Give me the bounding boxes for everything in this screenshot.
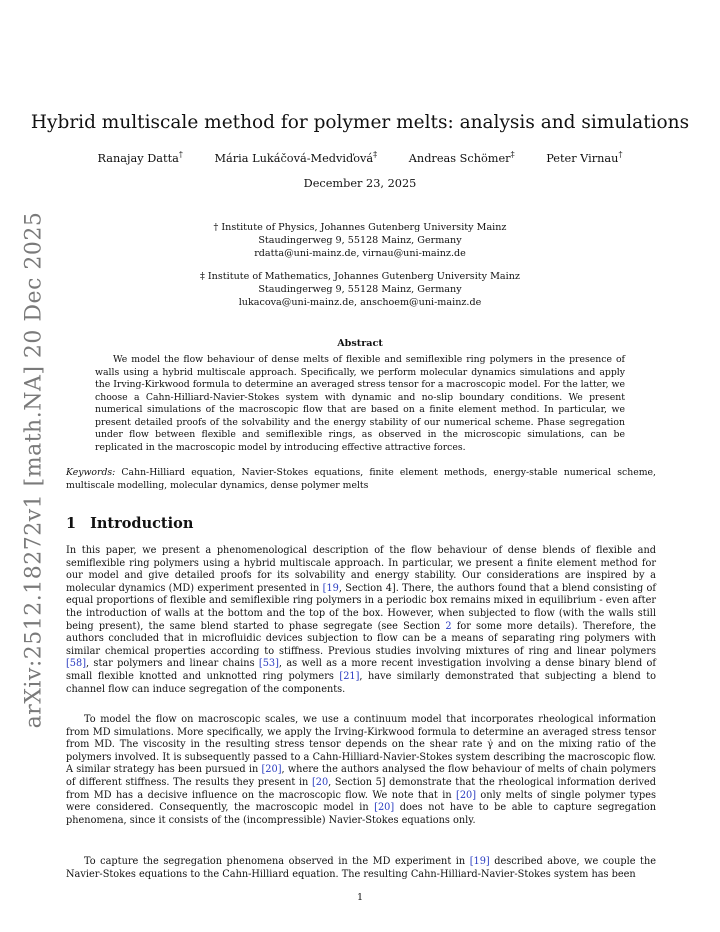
citation-link[interactable]: [19 — [322, 582, 339, 594]
keywords-text: Cahn-Hilliard equation, Navier-Stokes equations, finite element methods, energy-stable numerical scheme, multiscale modelling, molecular dynamics, dense polymer melts — [66, 467, 656, 491]
author: Andreas Schömer‡ — [408, 150, 515, 165]
intro-paragraph-2: To model the flow on macroscopic scales, we use a continuum model that incorporates rheological information from MD simulations. More specifically, we apply the Irving-Kirkwood formula to determine an averaged stress tensor from MD. The viscosity in the resulting stress tensor depends on the shear rate γ̇ and on the mixing ratio of the polymers involved. It is subsequently passed to a Cahn-Hilliard-Navier-Stokes system describing the macroscopic flow. A similar strategy has been pursued in [20], where the authors analysed the flow behaviour of melts of chain polymers of different stiffness. The results they present in [20, Section 5] demonstrate that the rheological information derived from MD has a decisive influence on the macroscopic flow. We note that in [20] only melts of single polymer types were considered. Consequently, the macroscopic model in [20] does not have to be able to capture segregation phenomena, since it consists of the (incompressible) Navier-Stokes equations only. — [66, 714, 657, 826]
keywords-label: Keywords: — [66, 467, 116, 478]
author-list — [0, 150, 720, 165]
citation-link[interactable]: [19] — [469, 856, 490, 867]
paper-title: Hybrid multiscale method for polymer melts: analysis and simulations — [30, 112, 690, 133]
citation-link[interactable]: [20] — [261, 764, 282, 776]
affiliation-physics: † Institute of Physics, Johannes Gutenberg University Mainz Staudingerweg 9, 55128 Mainz, Germany rdatta@uni-mainz.de, virnau@uni-mainz.de — [213, 222, 507, 260]
arxiv-id[interactable]: arXiv:2512.18272v1 [math.NA] 20 Dec 2025 — [21, 211, 47, 729]
keywords — [66, 467, 656, 492]
citation-link[interactable]: [53] — [258, 658, 279, 670]
author: Ranajay Datta† — [97, 150, 183, 165]
citation-link[interactable]: [20 — [311, 776, 329, 788]
intro-paragraph-1: In this paper, we present a phenomenological description of the flow behaviour of dense blends of flexible and semiflexible ring polymers using a hybrid multiscale approach. In particular, we present a finite element method for our model and give detailed proofs for its solvability and energy stability. Our considerations are inspired by a molecular dynamics (MD) experiment presented in [19, Section 4]. There, the authors found that a blend consisting of equal proportions of flexible and semiflexible ring polymers in a periodic box remains mixed in equilibrium - even after the introduction of walls at the bottom and the top of the box. However, when subjected to flow (with the walls still being present), the same blend started to phase segregate (see Section 2 for some more details). Therefore, the authors concluded that in microfluidic devices subjection to flow can be a means of separating ring polymers with similar chemical properties according to stiffness. Previous studies involving mixtures of ring and linear polymers [58], star polymers and linear chains [53], as well as a more recent investigation involving a dense binary blend of small flexible knotted and unknotted ring polymers [21], have similarly demonstrated that subjecting a blend to channel flow can induce segregation of the components. — [66, 545, 657, 695]
citation-link[interactable]: [20] — [374, 802, 395, 814]
abstract-heading: Abstract — [337, 338, 383, 349]
affiliation-mathematics: ‡ Institute of Mathematics, Johannes Gutenberg University Mainz Staudingerweg 9, 55128 Mainz, Germany lukacova@uni-mainz.de, anschoem@uni-mainz.de — [200, 271, 520, 309]
intro-paragraph-3: To capture the segregation phenomena observed in the MD experiment in [19] described above, we couple the Navier-Stokes equations to the Cahn-Hilliard equation. The resulting Cahn-Hilliard-Navier-Stokes system has been — [66, 856, 656, 880]
section-heading — [66, 515, 193, 532]
abstract-text: We model the flow behaviour of dense melts of flexible and semiflexible ring polymers in the presence of walls using a hybrid multiscale approach. Specifically, we perform molecular dynamics simulations and apply the Irving-Kirkwood formula to determine an averaged stress tensor for a macroscopic model. For the latter, we choose a Cahn-Hilliard-Navier-Stokes system with dynamic and no-slip boundary conditions. We present numerical simulations of the macroscopic flow that are based on a finite element method. In particular, we present detailed proofs of the solvability and the energy stability of our numerical scheme. Phase segregation under flow between flexible and semiflexible rings, as observed in the microscopic simulations, can be replicated in the macroscopic model by introducing effective attractive forces. — [95, 354, 625, 453]
paper-date: December 23, 2025 — [303, 177, 417, 190]
section-number: 1 — [66, 515, 77, 532]
section-link[interactable]: 2 — [445, 620, 452, 632]
author: Mária Lukáčová-Medviďová‡ — [214, 150, 378, 165]
citation-link[interactable]: [58] — [66, 658, 87, 670]
citation-link[interactable]: [20] — [456, 789, 477, 801]
author: Peter Virnau† — [546, 150, 623, 165]
page-number: 1 — [356, 892, 364, 903]
section-title: Introduction — [90, 515, 194, 532]
citation-link[interactable]: [21] — [339, 670, 360, 682]
